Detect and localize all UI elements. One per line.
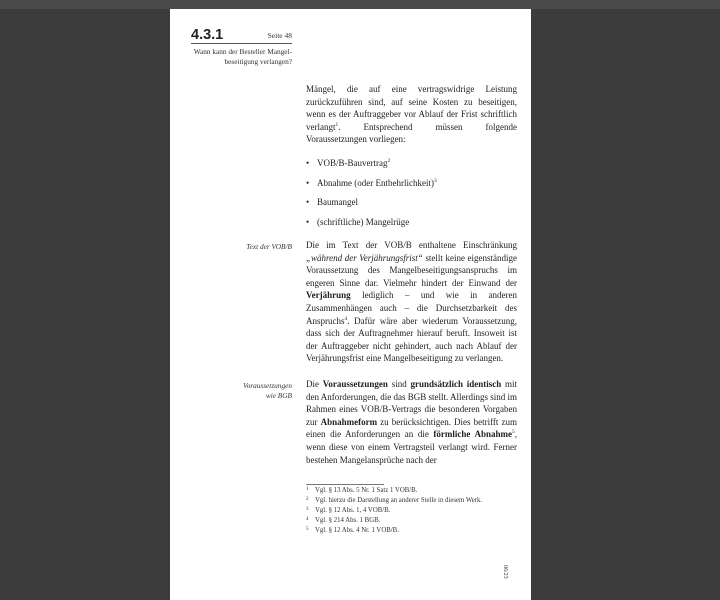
list-item: • Abnahme (oder Entbehrlichkeit)$^3$ [306,177,437,188]
intro-text: Mängel, die auf eine vertragswidrige Leistung zurückzuführen sind, auf seine Kosten zu beseitigen, wenn es der Auftraggeber vor Ablauf der Frist schriftlich verlangt [306,84,517,132]
footnotes [306,486,517,536]
footnote: 4 Vgl. § 214 Abs. 1 BGB. [306,517,381,524]
section-title [191,47,292,66]
section-title-line-2: beseitigung verlangen? [224,56,292,66]
paragraph-requirements: Die Voraussetzungen sind grundsätzlich identisch mit den Anforderungen, die das BGB stellt. Allerdings sind im Rahmen eines VOB/B-Vertrags die besonderen Vorgaben zur Abnahmeform zu berücksichtigen. Dies betrifft zum einen die Anforderungen an die förmliche Abnahme$^5$, wenn diese von einem Vertragsteil verlangt wird. Ferner bestehen Mangelansprüche nach der [306,379,517,465]
requirements-list [306,157,517,235]
edition-stamp: 06/23 [502,565,508,579]
list-item: • VOB/B-Bauvertrag$^2$ [306,158,391,168]
footnote: 2 Vgl. hierzu die Darstellung an anderer Stelle in diesem Werk. [306,497,483,504]
footnote: 5 Vgl. § 12 Abs. 4 Nr. 1 VOB/B. [306,527,399,534]
paragraph-vob-text: Die im Text der VOB/B enthaltene Einschränkung „während der Verjährungsfrist“ stellt keine eigenständige Voraussetzung des Mangelbeseitigungsanspruchs im engeren Sinne dar. Vielmehr hindert der Einwand der Verjährung lediglich – und wie in anderen Zusammenhängen auch – die Durchsetzbarkeit des Anspruchs$^4$. Dafür wäre aber wiederum Voraussetzung, dass sich der Auftragnehmer hierauf beruft. Insoweit ist der Auftraggeber nicht gehindert, auch nach Ablauf der Verjährungsfrist eine Mangelbeseitigung zu verlangen. [306,240,517,364]
section-number: 4.3.1 [191,27,224,43]
footnote: 3 Vgl. § 12 Abs. 1, 4 VOB/B. [306,507,391,514]
document-page [170,9,531,600]
footnote-rule [306,484,384,485]
footnote-ref-4: 4 [344,315,348,322]
list-item: • (schriftliche) Mangelrüge [306,216,410,227]
footnote-ref-3: 3 [433,177,437,184]
footnote: 1 Vgl. § 13 Abs. 5 Nr. 1 Satz 1 VOB/B. [306,487,418,494]
footnote-ref-1: 1 [335,121,339,128]
intro-paragraph [306,83,517,146]
intro-text-end: . Entsprechend müssen folgende Voraussetzungen vorliegen: [306,121,517,145]
list-item: • Baumangel [306,197,358,207]
footnote-ref-2: 2 [387,158,391,164]
footnote-ref-5: 5 [512,429,515,436]
section-title-line-1: Wann kann der Besteller Mangel- [193,47,292,56]
viewer-top-bar [0,0,720,9]
page-number: Seite 48 [267,31,292,40]
margin-note-vob-text: Text der VOB/B [246,242,292,251]
margin-note-requirements: Voraussetzungen wie BGB [242,381,292,400]
section-header-rule [191,43,292,44]
